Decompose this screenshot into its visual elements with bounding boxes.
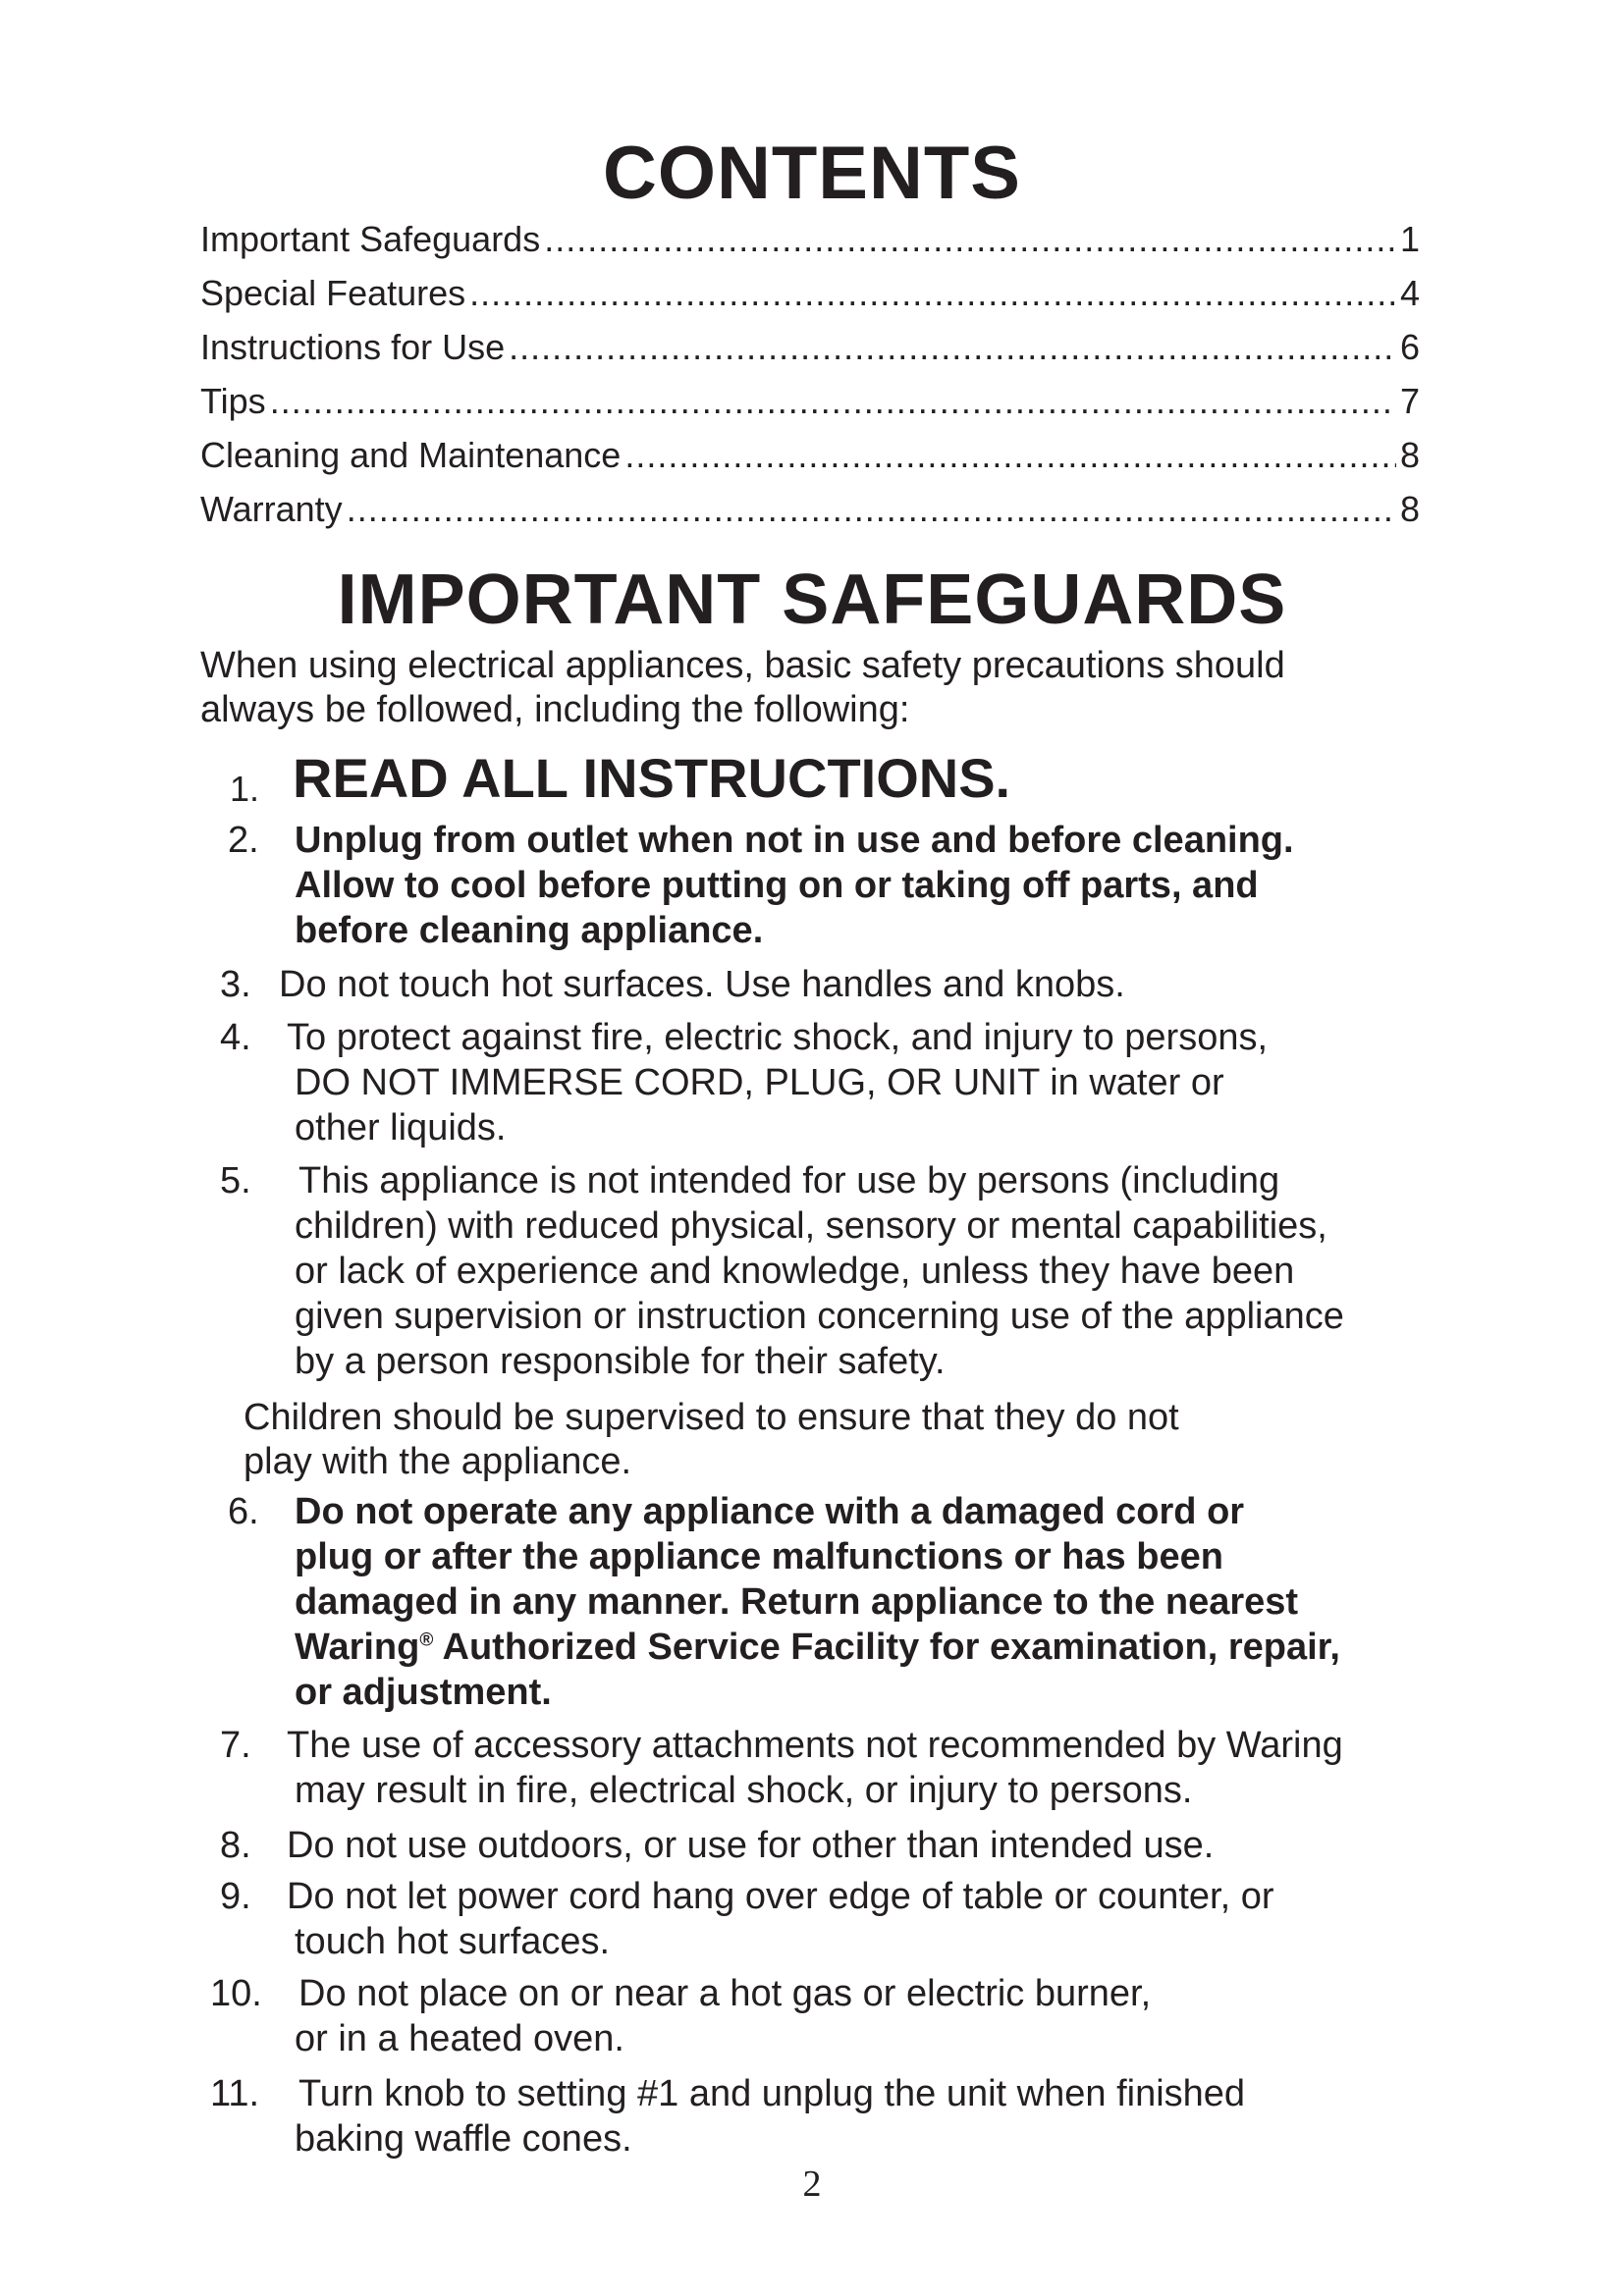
note-line: play with the appliance. xyxy=(244,1441,632,1482)
toc-dot-leader xyxy=(270,374,1396,428)
toc-entry-page: 8 xyxy=(1399,435,1420,475)
page-number: 2 xyxy=(802,2163,822,2205)
contents-heading: CONTENTS xyxy=(603,132,1021,215)
item-line: The use of accessory attachments not recommended by Waring xyxy=(287,1725,1343,1766)
toc-entry-title: Tips xyxy=(200,381,266,421)
toc-entry xyxy=(200,212,1420,266)
item-line: Do not operate any appliance with a damaged cord or xyxy=(295,1491,1245,1532)
item-line: before cleaning appliance. xyxy=(295,910,764,951)
item-text xyxy=(295,2071,1245,2162)
intro-line: When using electrical appliances, basic safety precautions should xyxy=(200,645,1285,686)
item-number: 2. xyxy=(228,820,259,861)
item-line: or adjustment. xyxy=(295,1672,552,1713)
item-line: given supervision or instruction concerning use of the appliance xyxy=(295,1296,1344,1337)
item-line: children) with reduced physical, sensory or mental capabilities, xyxy=(295,1205,1327,1247)
toc-dot-leader xyxy=(544,212,1396,266)
item-line: baking waffle cones. xyxy=(295,2118,632,2160)
item-line: plug or after the appliance malfunctions or has been xyxy=(295,1536,1223,1577)
item-number: 9. xyxy=(220,1876,251,1917)
item-line: Do not let power cord hang over edge of table or counter, or xyxy=(287,1876,1274,1917)
toc-dot-leader xyxy=(347,482,1396,536)
item-number: 4. xyxy=(220,1017,251,1058)
toc-entry-page: 1 xyxy=(1399,219,1420,259)
item-text: Do not touch hot surfaces. Use handles and knobs. xyxy=(279,964,1125,1005)
item-text xyxy=(287,1723,1343,1813)
safeguards-heading: IMPORTANT SAFEGUARDS xyxy=(337,561,1287,639)
toc-entry-page: 6 xyxy=(1399,327,1420,367)
item-text xyxy=(287,1874,1274,1964)
item-text xyxy=(295,1971,1151,2061)
item-line: This appliance is not intended for use by persons (including xyxy=(298,1160,1280,1201)
toc-entry xyxy=(200,374,1420,428)
toc-entry xyxy=(200,266,1420,320)
item-number: 3. xyxy=(220,964,251,1005)
item-text: Do not use outdoors, or use for other than intended use. xyxy=(287,1825,1215,1866)
toc-entry-page: 7 xyxy=(1399,381,1420,421)
item-line: Unplug from outlet when not in use and before cleaning. xyxy=(295,820,1294,861)
item-line: or lack of experience and knowledge, unless they have been xyxy=(295,1251,1295,1292)
toc-entry-title: Cleaning and Maintenance xyxy=(200,435,622,475)
toc-entry-title: Warranty xyxy=(200,489,343,529)
item-line: Allow to cool before putting on or taking off parts, and xyxy=(295,865,1259,906)
safeguards-intro xyxy=(200,644,1437,732)
toc-entry-title: Instructions for Use xyxy=(200,327,506,367)
item-number: 8. xyxy=(220,1825,251,1866)
item-line: touch hot surfaces. xyxy=(295,1921,611,1962)
toc-entry-page: 4 xyxy=(1399,273,1420,313)
item-line: To protect against fire, electric shock, and injury to persons, xyxy=(287,1017,1269,1058)
item-number: 6. xyxy=(228,1491,259,1532)
toc-entry-title: Special Features xyxy=(200,273,466,313)
toc-entry xyxy=(200,428,1420,482)
item-text xyxy=(287,1015,1268,1150)
item-number: 1. xyxy=(230,769,260,809)
intro-line: always be followed, including the following: xyxy=(200,689,910,730)
item-line: DO NOT IMMERSE CORD, PLUG, OR UNIT in water or xyxy=(295,1062,1224,1103)
brand-name: Waring xyxy=(295,1627,420,1668)
item-line: or in a heated oven. xyxy=(295,2018,624,2059)
item-line: damaged in any manner. Return appliance to the nearest xyxy=(295,1581,1299,1623)
toc-entry-title: Important Safeguards xyxy=(200,219,541,259)
item-line: may result in fire, electrical shock, or injury to persons. xyxy=(295,1770,1193,1811)
toc-dot-leader xyxy=(509,320,1396,374)
toc-dot-leader xyxy=(469,266,1396,320)
item-text xyxy=(295,1489,1340,1715)
item-number: 10. xyxy=(210,1973,262,2014)
note-line: Children should be supervised to ensure that they do not xyxy=(244,1397,1179,1438)
item-line: Do not place on or near a hot gas or electric burner, xyxy=(298,1973,1152,2014)
table-of-contents xyxy=(200,212,1420,536)
toc-entry xyxy=(200,320,1420,374)
item-text xyxy=(295,818,1294,953)
item-line: other liquids. xyxy=(295,1107,507,1148)
toc-dot-leader xyxy=(624,428,1396,482)
item-line: Turn knob to setting #1 and unplug the unit when finished xyxy=(298,2073,1246,2114)
item-text: READ ALL INSTRUCTIONS. xyxy=(293,747,1011,809)
item-number: 5. xyxy=(220,1160,251,1201)
item-text xyxy=(295,1158,1344,1384)
item-number: 7. xyxy=(220,1725,251,1766)
registered-mark: ® xyxy=(419,1629,434,1651)
item-number: 11. xyxy=(210,2073,260,2114)
item-line-rest: Authorized Service Facility for examination, repair, xyxy=(433,1627,1340,1668)
toc-entry-page: 8 xyxy=(1399,489,1420,529)
toc-entry xyxy=(200,482,1420,536)
children-note xyxy=(244,1396,1179,1484)
item-line: by a person responsible for their safety. xyxy=(295,1341,946,1382)
item-line xyxy=(295,1625,1340,1670)
